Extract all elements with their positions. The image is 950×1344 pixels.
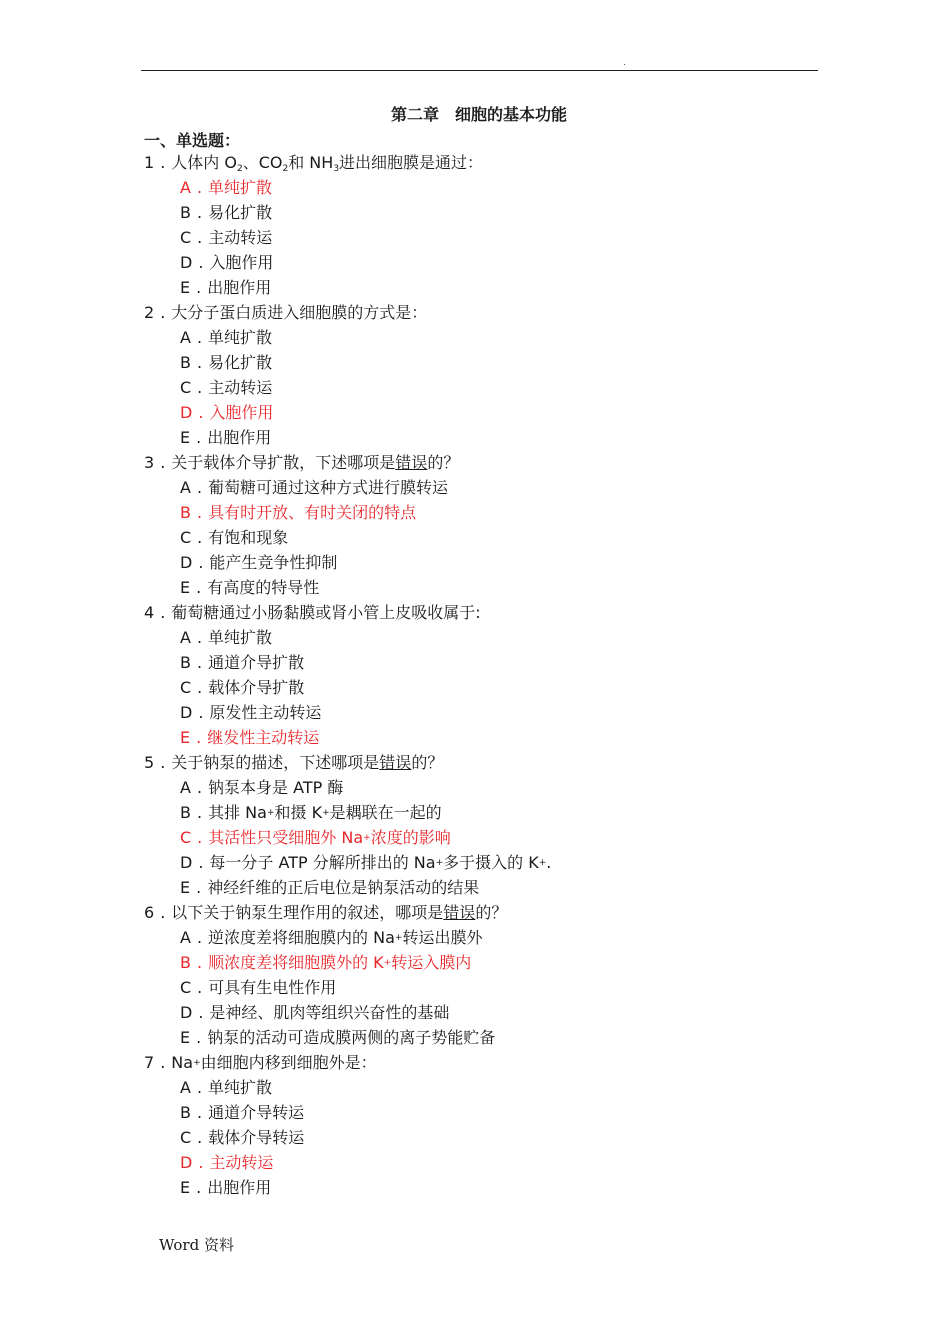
answer-option-correct xyxy=(144,500,824,525)
question-number: 6 xyxy=(144,903,155,922)
answer-option xyxy=(144,975,824,1000)
answer-option xyxy=(144,1125,824,1150)
option-letter: E xyxy=(180,728,191,747)
text-run: 易化扩散 xyxy=(208,203,273,222)
text-run: 钠泵的活动可造成膜两侧的离子势能贮备 xyxy=(207,1028,496,1047)
text-run: 是耦联在一起的 xyxy=(329,803,442,822)
text-run: 主动转运 xyxy=(208,228,273,247)
superscript: + xyxy=(363,833,371,843)
separator-dot: . xyxy=(197,678,203,697)
text-run: 单纯扩散 xyxy=(208,1078,273,1097)
separator-dot: . xyxy=(196,653,203,672)
answer-option-correct xyxy=(144,175,824,200)
text-run: 多于摄入的 K xyxy=(443,853,539,872)
separator-dot: . xyxy=(198,1003,204,1022)
option-letter: B xyxy=(180,503,191,522)
header-dot: . xyxy=(623,58,626,68)
option-letter: E xyxy=(180,428,191,447)
option-letter: B xyxy=(180,1103,191,1122)
answer-option xyxy=(144,325,824,350)
text-run: 关于载体介导扩散，下述哪项是 xyxy=(171,453,396,472)
answer-option xyxy=(144,350,824,375)
answer-option xyxy=(144,1025,824,1050)
question-stem xyxy=(144,750,824,775)
section-heading: 一、单选题： xyxy=(144,131,241,150)
answer-option xyxy=(144,275,824,300)
option-letter: A xyxy=(180,1078,191,1097)
answer-option xyxy=(144,1100,824,1125)
text-run: 继发性主动转运 xyxy=(207,728,320,747)
text-run: 的？ xyxy=(475,903,508,922)
separator-dot: . xyxy=(196,778,203,797)
separator-dot: . xyxy=(197,378,203,397)
option-letter: B xyxy=(180,203,191,222)
answer-option-correct xyxy=(144,725,824,750)
separator-dot: . xyxy=(196,803,203,822)
separator-dot: . xyxy=(196,428,202,447)
separator-dot: . xyxy=(196,728,202,747)
text-run: 每一分子 ATP 分解所排出的 Na xyxy=(209,853,436,872)
text-run: 单纯扩散 xyxy=(208,628,273,647)
answer-option xyxy=(144,575,824,600)
subscript: 3 xyxy=(333,164,340,174)
answer-option xyxy=(144,925,824,950)
answer-option-correct xyxy=(144,825,824,850)
text-run: . xyxy=(546,853,552,872)
separator-dot: . xyxy=(198,853,204,872)
separator-dot: . xyxy=(160,453,166,472)
text-run: 出胞作用 xyxy=(207,428,272,447)
separator-dot: . xyxy=(160,603,166,622)
question-number: 5 xyxy=(144,753,155,772)
superscript: + xyxy=(193,1058,201,1068)
separator-dot: . xyxy=(196,1103,203,1122)
option-letter: E xyxy=(180,1178,191,1197)
underlined-text: 错误 xyxy=(379,753,412,772)
text-run: 主动转运 xyxy=(209,1153,274,1172)
option-letter: C xyxy=(180,528,192,547)
question-stem xyxy=(144,600,824,625)
text-run: 转运出膜外 xyxy=(402,928,483,947)
text-run: 有高度的特导性 xyxy=(207,578,320,597)
option-letter: B xyxy=(180,653,191,672)
separator-dot: . xyxy=(197,228,203,247)
separator-dot: . xyxy=(196,278,202,297)
separator-dot: . xyxy=(198,703,204,722)
question-number: 4 xyxy=(144,603,155,622)
answer-option xyxy=(144,800,824,825)
option-letter: C xyxy=(180,228,192,247)
option-letter: A xyxy=(180,328,191,347)
option-letter: A xyxy=(180,778,191,797)
option-letter: D xyxy=(180,1153,193,1172)
separator-dot: . xyxy=(198,553,204,572)
option-letter: E xyxy=(180,278,191,297)
text-run: 通道介导扩散 xyxy=(208,653,305,672)
separator-dot: . xyxy=(196,503,203,522)
text-run: 能产生竞争性抑制 xyxy=(209,553,338,572)
text-run: Na xyxy=(171,1053,194,1072)
question-stem xyxy=(144,150,824,175)
separator-dot: . xyxy=(197,528,203,547)
text-run: 其排 Na xyxy=(208,803,267,822)
text-run: 逆浓度差将细胞膜内的 Na xyxy=(208,928,395,947)
text-run: 神经纤维的正后电位是钠泵活动的结果 xyxy=(207,878,480,897)
separator-dot: . xyxy=(197,828,203,847)
text-run: 入胞作用 xyxy=(209,253,274,272)
question-list xyxy=(144,150,824,1200)
underlined-text: 错误 xyxy=(443,903,476,922)
option-letter: B xyxy=(180,953,191,972)
text-run: 通道介导转运 xyxy=(208,1103,305,1122)
footer-label: Word 资料 xyxy=(159,1236,234,1254)
text-run: 转运入膜内 xyxy=(391,953,472,972)
separator-dot: . xyxy=(198,403,204,422)
option-letter: D xyxy=(180,253,193,272)
separator-dot: . xyxy=(198,1153,204,1172)
option-letter: B xyxy=(180,803,191,822)
question-number: 7 xyxy=(144,1053,155,1072)
text-run: 易化扩散 xyxy=(208,353,273,372)
answer-option xyxy=(144,225,824,250)
option-letter: A xyxy=(180,628,191,647)
question-number: 2 xyxy=(144,303,155,322)
separator-dot: . xyxy=(198,253,204,272)
separator-dot: . xyxy=(196,1078,203,1097)
option-letter: D xyxy=(180,703,193,722)
option-letter: A xyxy=(180,178,191,197)
text-run: 以下关于钠泵生理作用的叙述，哪项是 xyxy=(171,903,444,922)
text-run: 载体介导扩散 xyxy=(208,678,305,697)
answer-option xyxy=(144,850,824,875)
separator-dot: . xyxy=(196,953,203,972)
answer-option xyxy=(144,525,824,550)
text-run: 和 NH xyxy=(288,153,334,172)
option-letter: D xyxy=(180,1003,193,1022)
text-run: 人体内 O xyxy=(171,153,237,172)
question-stem xyxy=(144,1050,824,1075)
answer-option xyxy=(144,625,824,650)
separator-dot: . xyxy=(196,478,203,497)
separator-dot: . xyxy=(196,328,203,347)
separator-dot: . xyxy=(196,1178,202,1197)
answer-option xyxy=(144,1175,824,1200)
text-run: 具有时开放、有时关闭的特点 xyxy=(208,503,417,522)
separator-dot: . xyxy=(196,578,202,597)
text-run: 的？ xyxy=(427,453,460,472)
option-letter: B xyxy=(180,353,191,372)
option-letter: C xyxy=(180,828,192,847)
option-letter: E xyxy=(180,1028,191,1047)
option-letter: D xyxy=(180,403,193,422)
superscript: + xyxy=(435,858,444,868)
separator-dot: . xyxy=(160,753,166,772)
option-letter: C xyxy=(180,378,192,397)
superscript: + xyxy=(383,958,392,968)
text-run: 原发性主动转运 xyxy=(209,703,322,722)
question-number: 3 xyxy=(144,453,155,472)
separator-dot: . xyxy=(197,1128,203,1147)
option-letter: D xyxy=(180,553,193,572)
text-run: 入胞作用 xyxy=(209,403,274,422)
text-run: 和摄 K xyxy=(274,803,323,822)
answer-option xyxy=(144,1075,824,1100)
separator-dot: . xyxy=(196,928,203,947)
text-run: 葡萄糖可通过这种方式进行膜转运 xyxy=(208,478,449,497)
answer-option xyxy=(144,425,824,450)
answer-option-correct xyxy=(144,1150,824,1175)
answer-option xyxy=(144,650,824,675)
text-run: 可具有生电性作用 xyxy=(208,978,337,997)
text-run: 有饱和现象 xyxy=(208,528,289,547)
answer-option xyxy=(144,375,824,400)
option-letter: D xyxy=(180,853,193,872)
header-rule xyxy=(141,70,818,71)
text-run: 载体介导转运 xyxy=(208,1128,305,1147)
text-run: 的？ xyxy=(411,753,444,772)
separator-dot: . xyxy=(196,878,202,897)
question-stem xyxy=(144,300,824,325)
text-run: 浓度的影响 xyxy=(370,828,451,847)
option-letter: A xyxy=(180,928,191,947)
option-letter: C xyxy=(180,1128,192,1147)
separator-dot: . xyxy=(160,153,166,172)
text-run: 大分子蛋白质进入细胞膜的方式是： xyxy=(171,303,428,322)
chapter-title: 第二章 细胞的基本功能 xyxy=(390,105,567,124)
answer-option-correct xyxy=(144,400,824,425)
superscript: + xyxy=(322,808,330,818)
separator-dot: . xyxy=(196,353,203,372)
separator-dot: . xyxy=(160,1053,166,1072)
answer-option xyxy=(144,775,824,800)
option-letter: E xyxy=(180,578,191,597)
text-run: 由细胞内移到细胞外是： xyxy=(200,1053,377,1072)
text-run: 关于钠泵的描述，下述哪项是 xyxy=(171,753,380,772)
underlined-text: 错误 xyxy=(395,453,428,472)
option-letter: C xyxy=(180,978,192,997)
separator-dot: . xyxy=(160,903,166,922)
separator-dot: . xyxy=(160,303,166,322)
text-run: 出胞作用 xyxy=(207,278,272,297)
text-run: 其活性只受细胞外 Na xyxy=(208,828,364,847)
separator-dot: . xyxy=(196,178,203,197)
separator-dot: . xyxy=(196,203,203,222)
subscript: 2 xyxy=(282,164,289,174)
question-number: 1 xyxy=(144,153,155,172)
text-run: 进出细胞膜是通过： xyxy=(339,153,484,172)
text-run: 出胞作用 xyxy=(207,1178,272,1197)
answer-option xyxy=(144,1000,824,1025)
question-stem xyxy=(144,450,824,475)
text-run: 顺浓度差将细胞膜外的 K xyxy=(208,953,384,972)
text-run: 主动转运 xyxy=(208,378,273,397)
answer-option xyxy=(144,250,824,275)
question-stem xyxy=(144,900,824,925)
answer-option xyxy=(144,700,824,725)
option-letter: A xyxy=(180,478,191,497)
text-run: 葡萄糖通过小肠黏膜或肾小管上皮吸收属于: xyxy=(171,603,481,622)
answer-option xyxy=(144,475,824,500)
superscript: + xyxy=(266,808,275,818)
text-run: 、CO xyxy=(242,153,283,172)
option-letter: C xyxy=(180,678,192,697)
answer-option-correct xyxy=(144,950,824,975)
answer-option xyxy=(144,550,824,575)
answer-option xyxy=(144,875,824,900)
separator-dot: . xyxy=(196,628,203,647)
text-run: 钠泵本身是 ATP 酶 xyxy=(208,778,344,797)
text-run: 是神经、肌肉等组织兴奋性的基础 xyxy=(209,1003,450,1022)
answer-option xyxy=(144,200,824,225)
text-run: 单纯扩散 xyxy=(208,328,273,347)
option-letter: E xyxy=(180,878,191,897)
separator-dot: . xyxy=(196,1028,202,1047)
superscript: + xyxy=(394,933,403,943)
separator-dot: . xyxy=(197,978,203,997)
superscript: + xyxy=(538,858,547,868)
text-run: 单纯扩散 xyxy=(208,178,273,197)
subscript: 2 xyxy=(236,164,243,174)
answer-option xyxy=(144,675,824,700)
